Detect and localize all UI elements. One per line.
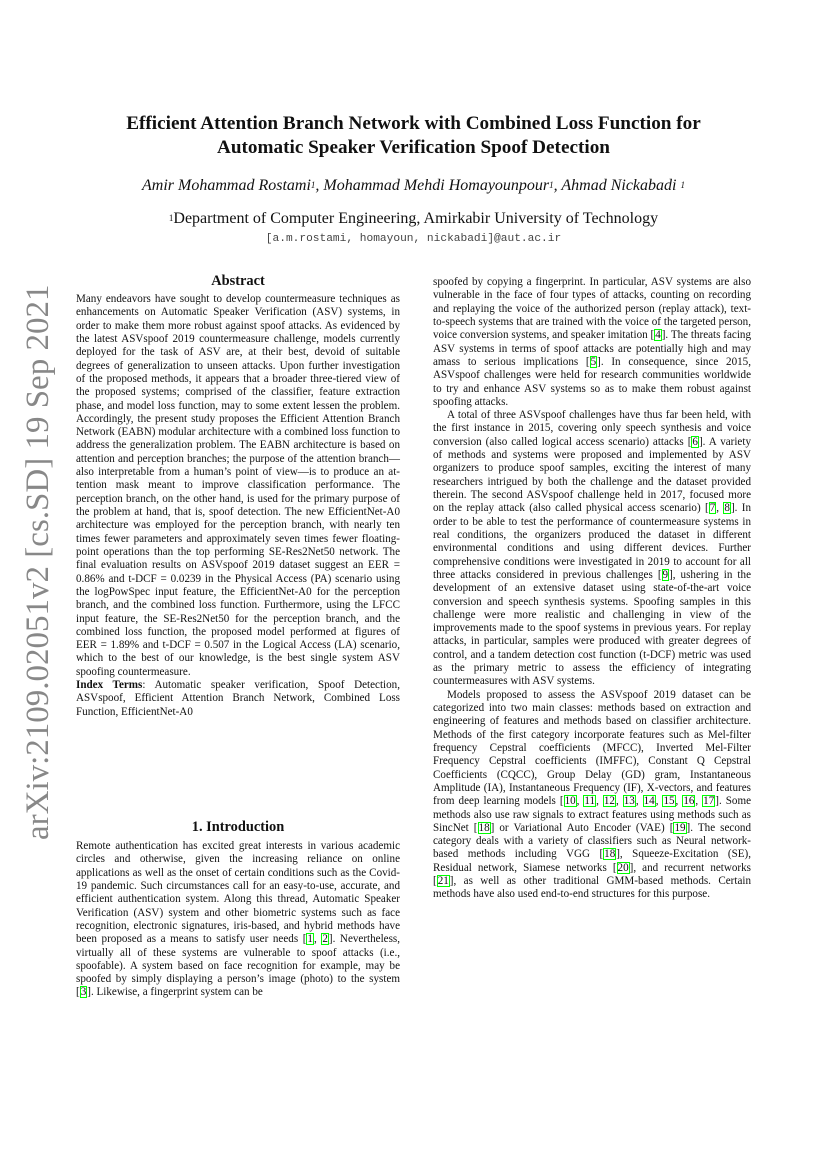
title-line-1: Efficient Attention Branch Network with Combined Loss Function for xyxy=(126,113,701,134)
citation-link[interactable]: 10 xyxy=(564,795,576,808)
citation-link[interactable]: 2 xyxy=(322,933,328,946)
paragraph-text: A total of three ASVspoof challenges have thus far been held, with the first instance in 2015, covering only speech synthesis and voice conversion (also called logical access scenario) attacks [ xyxy=(433,409,751,448)
author-emails: [a.m.rostami, homayoun, nickabadi]@aut.ac.ir xyxy=(265,233,562,245)
index-terms-label: Index Terms xyxy=(76,679,143,692)
citation-link[interactable]: 13 xyxy=(623,795,635,808)
author-list xyxy=(60,176,767,196)
citation-link[interactable]: 3 xyxy=(80,986,87,999)
paragraph-text: ] or Variational Auto Encoder (VAE) [ xyxy=(490,821,674,834)
paragraph-text: Remote authentication has excited great interests in various academic circles and otherwise, given the increasing reliance on online applications as well as the onset of certain conditions such as the Covid-19 pandemic. Such circumstances call for an easy-to-use, accurate, and efficient authentication system. Along this thread, Automatic Speaker Verification (ASV) system and other biometric systems such as face recognition, electronic signatures, iris-based, and hybrid methods have been proposed as a means to satisfy user needs [ xyxy=(76,840,400,946)
introduction-column-right xyxy=(433,276,751,902)
arxiv-identifier-stamp: arXiv:2109.02051v2 [cs.SD] 19 Sep 2021 xyxy=(20,284,56,840)
affiliation-text: Department of Computer Engineering, Amirkabir University of Technology xyxy=(173,210,659,227)
index-terms xyxy=(76,679,400,719)
intro-paragraph-1-continued xyxy=(433,276,751,409)
intro-paragraph-1: Remote authentication has excited great interests in various academic circles and otherwise, given the increasing reliance on online applications as well as the onset of certain conditions such as the Covid-19 pandemic. Such circumstances call for an easy-to-use, accurate, and efficient authentication system. Along this thread, Automatic Speaker Verification (ASV) system and other biometric systems such as face recognition, electronic signatures, iris-based, and hybrid methods have been proposed as a means to satisfy user needs [1, 2]. Nevertheless, virtually all of these systems are vulnerable to spoof attacks (i.e., spoofable). A system based on face recognition for example, may be spoofed by simply displaying a person’s image (photo) to the system [3]. Likewise, a fingerprint system can be xyxy=(76,840,400,999)
author-separator: , xyxy=(553,177,562,194)
paragraph-text: ]. The threats facing ASV systems in terms of spoof attacks are potentially high and may amass to serious implications [ xyxy=(433,329,751,368)
paragraph-text: , xyxy=(716,502,724,515)
paragraph-text: ], as well as other traditional GMM-based methods. Certain methods have also used end-to-end structures for this purpose. xyxy=(433,875,751,901)
paragraph-text: ]. In consequence, since 2015, ASVspoof challenges were held for research communities worldwide to try and enhance ASV systems so as to make them robust against spoofing attacks. xyxy=(433,355,751,408)
paragraph-text: ], ushering in the development of an extensive dataset using state-of-the-art voice conversion and speech synthesis systems. Spoofing samples in this challenge were more realistic and challenging in view of the improvements made to the spoof systems in previous years. For replay attacks, in particular, samples were produced with greater degrees of control, and a tandem detection cost function (t-DCF) metric was used as the primary metric to assess the efficiency of integrating countermeasures with ASV systems. xyxy=(433,568,751,688)
author-name: Ahmad Nickabadi xyxy=(561,177,681,194)
introduction-heading: 1. Introduction xyxy=(191,819,285,835)
citation-link[interactable]: 21 xyxy=(437,875,449,888)
paragraph-text: ], and recurrent networks [ xyxy=(433,861,751,888)
citation-link[interactable]: 15 xyxy=(663,795,675,808)
paragraph-text: , xyxy=(635,795,643,808)
intro-paragraph-2 xyxy=(433,409,751,689)
citation-link[interactable]: 4 xyxy=(655,329,661,342)
intro-paragraph-3 xyxy=(433,689,751,902)
author-name: Mohammad Mehdi Homayounpour xyxy=(323,177,550,194)
paragraph-text: ], Squeeze-Excitation (SE), Residual network, Siamese networks [ xyxy=(433,848,751,874)
paragraph-text: ]. In order to be able to test the performance of countermeasure systems in real conditions, the organizers produced the dataset in different environmental conditions and using different devices. Further comprehensive conditions were investigated in 2019 to account for all three attacks considered in previous challenges [ xyxy=(433,502,751,581)
paragraph-text: , xyxy=(615,795,623,808)
paragraph-text: ]. The second category deals with a variety of classifiers such as Neural network-based methods including VGG [ xyxy=(433,821,751,861)
author-affiliation-mark: 1 xyxy=(680,180,685,190)
paper-title xyxy=(60,112,767,160)
author-name: Amir Mohammad Rostami xyxy=(142,177,311,194)
citation-link[interactable]: 8 xyxy=(724,502,730,515)
author-separator: , xyxy=(315,177,324,194)
paragraph-text: ]. Likewise, a fingerprint system can be xyxy=(87,986,263,999)
citation-link[interactable]: 12 xyxy=(603,795,615,808)
paragraph-text: , xyxy=(576,795,584,808)
citation-link[interactable]: 18 xyxy=(604,848,616,861)
index-terms-text: : Automatic speaker verification, Spoof Detection, ASVspoof, Efficient Attention Branch Network, Combined Loss Function, EfficientNet-A0 xyxy=(76,679,400,718)
paragraph-text: ]. Some methods also use raw signals to extract features using methods such as SincNet [ xyxy=(433,795,751,834)
citation-link[interactable]: 18 xyxy=(478,821,490,834)
citation-link[interactable]: 6 xyxy=(692,435,698,448)
paragraph-text: spoofed by copying a fingerprint. In particular, ASV systems are also vulnerable in the face of four types of attacks, counting on recording and replaying the voice of the authorized person (replay attack), text-to-speech systems that are trained with the voice of the targeted person, voice conversion systems, and speaker imitation [ xyxy=(433,276,751,342)
paragraph-text: , xyxy=(695,795,703,808)
paragraph-text: , xyxy=(596,795,603,808)
abstract-section xyxy=(76,293,400,719)
affiliation xyxy=(60,209,767,229)
citation-link[interactable]: 20 xyxy=(617,861,629,874)
author-affiliation-mark: 1 xyxy=(310,180,316,190)
abstract-heading: Abstract xyxy=(211,273,265,289)
citation-link[interactable]: 5 xyxy=(590,355,597,368)
paragraph-text: ]. A variety of methods and systems were proposed and implemented by ASV organizers to produce spoof samples, exciting the interest of many researchers intrigued by both the challenge and the dataset provided therein. The second ASVspoof challenge held in 2017, focused more on the replay attack (also called physical access scenario) [ xyxy=(433,435,751,515)
paragraph-text: , xyxy=(655,795,663,808)
citation-link[interactable]: 1 xyxy=(307,933,313,946)
introduction-column-left xyxy=(76,840,400,1000)
citation-link[interactable]: 11 xyxy=(584,795,596,808)
citation-link[interactable]: 17 xyxy=(703,795,715,808)
title-line-2: Automatic Speaker Verification Spoof Detection xyxy=(217,137,610,158)
citation-link[interactable]: 7 xyxy=(709,502,716,515)
paragraph-text: Models proposed to assess the ASVspoof 2019 dataset can be categorized into two main classes: methods based on extraction and engineering of features and methods based on classifier architecture. Methods of the first category incorporate features such as Mel-filter frequency Cepstral coefficients (MFCC), Inverted Mel-Filter Frequency Cepstral coefficients (IMFFC), Constant Q Cepstral Coefficients (CQCC), Group Delay (GD) gram, Instantaneous Amplitude (IA), Instantaneous Frequency (IF), X-vectors, and features from deep learning models [ xyxy=(433,688,751,808)
abstract-text: Many endeavors have sought to develop countermeasure techniques as enhancements on Automatic Speaker Verification (ASV) systems, in order to make them more robust against spoof attacks. As evidenced by the latest ASVspoof 2019 countermeasure challenge, models currently deployed for the task of ASV are, at their best, devoid of suitable degrees of generalization to unseen attacks. Upon further investigation of the proposed methods, it appears that a broader three-tiered view of the proposed systems; comprised of the classifier, feature extraction phase, and model loss function, may to some extent lessen the problem. Accordingly, the present study proposes the Efficient Attention Branch Network (EABN) modular architecture with a combined loss function to address the generalization problem. The EABN architecture is based on attention and perception branches; the purpose of the attention branch—also interpretable from a human’s point of view—is to produce an attention mask meant to improve classification performance. The perception branch, on the other hand, is used for the primary purpose of the problem at hand, that is, spoof detection. The new EfficientNet-A0 architecture was employed for the perception branch, with nearly ten times fewer parameters and approximately seven times fewer floating-point operations than the top performing SE-Res2Net50 network. The final evaluation results on ASVspoof 2019 dataset suggest an EER = 0.86% and t-DCF = 0.0239 in the Physical Access (PA) scenario using the logPowSpec input feature, the EfficientNet-A0 for the perception branch, and the combined loss function. Furthermore, using the LFCC input feature, the SE-Res2Net50 for the perception branch, and the combined loss function, the proposed model performed at figures of EER = 1.89% and t-DCF = 0.507 in the Logical Access (LA) scenario, which to the best of our knowledge, is the best single system ASV spoofing countermeasure. xyxy=(76,293,400,678)
citation-link[interactable]: 19 xyxy=(674,821,686,834)
citation-link[interactable]: 16 xyxy=(683,795,695,808)
paragraph-text: ]. Nevertheless, virtually all of these systems are vulnerable to spoof attacks (i.e., spoofable). A system based on face recognition for example, may be spoofed by simply displaying a person’s image (photo) to the system [ xyxy=(76,933,400,999)
affiliation-mark: 1 xyxy=(168,213,174,223)
paragraph-text: , xyxy=(675,795,683,808)
citation-link[interactable]: 9 xyxy=(662,568,669,581)
author-affiliation-mark: 1 xyxy=(549,180,554,190)
citation-link[interactable]: 14 xyxy=(643,795,655,808)
